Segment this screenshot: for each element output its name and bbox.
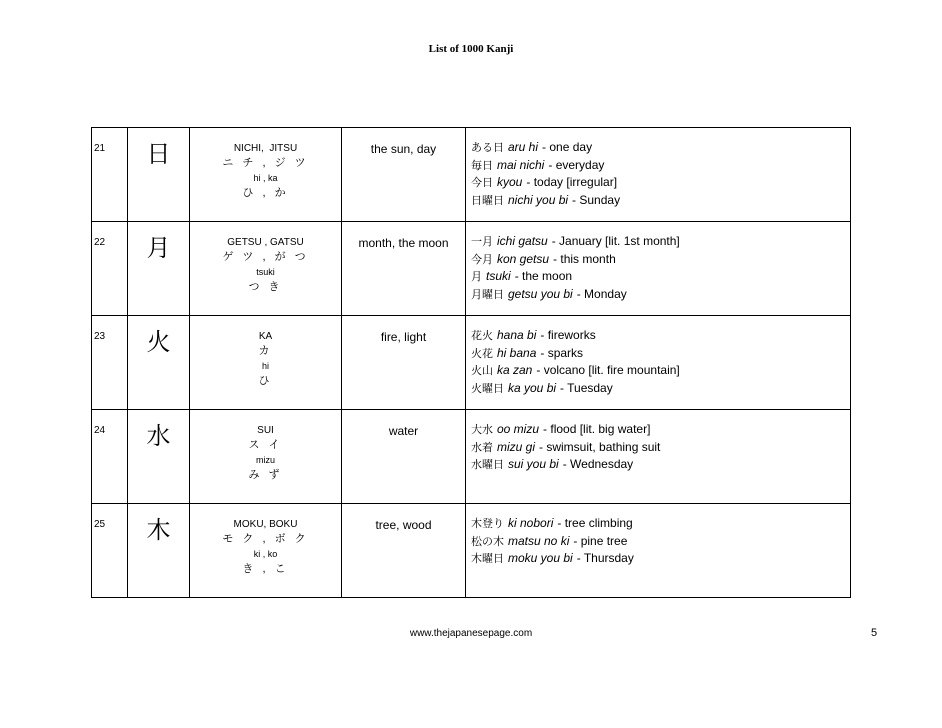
example-japanese: 火曜日 bbox=[471, 381, 504, 395]
example-item bbox=[471, 251, 850, 269]
examples-cell bbox=[466, 128, 851, 222]
kanji-table-body bbox=[92, 128, 851, 598]
kanji-character: 水 bbox=[128, 410, 190, 504]
on-reading: NICHI, JITSU bbox=[233, 143, 298, 154]
example-item bbox=[471, 439, 850, 457]
example-item bbox=[471, 550, 850, 568]
footer-url: www.thejapanesepage.com bbox=[409, 628, 533, 639]
example-japanese: 水着 bbox=[471, 440, 493, 454]
kanji-table bbox=[91, 127, 851, 598]
example-romaji: ichi gatsu bbox=[497, 234, 548, 248]
example-romaji: getsu you bi bbox=[508, 286, 573, 301]
on-reading-kana: ニ チ , ジ ツ bbox=[222, 157, 309, 169]
example-gloss: - volcano [lit. fire mountain] bbox=[536, 363, 680, 377]
example-item bbox=[471, 157, 850, 175]
example-item bbox=[471, 362, 850, 380]
example-gloss: - this month bbox=[553, 251, 616, 266]
readings-cell bbox=[190, 222, 342, 316]
example-romaji: ka you bi bbox=[508, 380, 557, 395]
example-item bbox=[471, 456, 850, 474]
example-romaji: kon getsu bbox=[497, 251, 550, 266]
example-item bbox=[471, 327, 850, 345]
example-gloss: - January [lit. 1st month] bbox=[551, 234, 680, 248]
example-item bbox=[471, 268, 850, 286]
readings-cell bbox=[190, 316, 342, 410]
on-reading-kana: ス イ bbox=[248, 439, 283, 451]
example-item bbox=[471, 345, 850, 363]
on-reading: MOKU, BOKU bbox=[233, 519, 298, 530]
example-item bbox=[471, 380, 850, 398]
meaning-cell: month, the moon bbox=[342, 222, 466, 316]
kun-reading-kana: ひ bbox=[258, 375, 273, 387]
on-reading-kana: モ ク , ボ ク bbox=[222, 533, 309, 545]
example-item bbox=[471, 515, 850, 533]
row-number: 25 bbox=[92, 504, 128, 598]
readings-cell bbox=[190, 504, 342, 598]
page-title: List of 1000 Kanji bbox=[428, 43, 514, 55]
example-japanese: 月 bbox=[471, 270, 482, 283]
example-japanese: 花火 bbox=[471, 329, 493, 342]
example-item bbox=[471, 233, 850, 251]
example-romaji: oo mizu bbox=[497, 422, 540, 436]
example-gloss: - sparks bbox=[540, 345, 584, 360]
kun-reading: hi , ka bbox=[253, 173, 278, 183]
example-gloss: - Monday bbox=[576, 286, 627, 301]
example-romaji: matsu no ki bbox=[508, 533, 570, 548]
example-romaji: hi bana bbox=[497, 345, 537, 360]
example-romaji: kyou bbox=[497, 175, 523, 189]
example-japanese: 今日 bbox=[471, 176, 493, 189]
kanji-character: 火 bbox=[128, 316, 190, 410]
example-gloss: - one day bbox=[542, 140, 593, 154]
example-romaji: mizu gi bbox=[497, 439, 536, 454]
example-romaji: ki nobori bbox=[508, 516, 554, 530]
table-row bbox=[92, 128, 851, 222]
example-japanese: 一月 bbox=[471, 235, 493, 248]
example-item bbox=[471, 533, 850, 551]
row-number: 24 bbox=[92, 410, 128, 504]
example-item bbox=[471, 286, 850, 304]
example-gloss: - pine tree bbox=[573, 533, 628, 548]
example-gloss: - the moon bbox=[514, 269, 573, 283]
example-japanese: 松の木 bbox=[471, 534, 504, 548]
example-romaji: sui you bi bbox=[508, 457, 559, 471]
table-row bbox=[92, 316, 851, 410]
example-japanese: 火花 bbox=[471, 346, 493, 360]
example-japanese: 月曜日 bbox=[471, 287, 504, 301]
kun-reading-kana: ひ , か bbox=[242, 187, 289, 199]
meaning-cell: tree, wood bbox=[342, 504, 466, 598]
example-gloss: - tree climbing bbox=[557, 516, 633, 530]
kun-reading-kana: み ず bbox=[248, 469, 283, 481]
example-romaji: moku you bi bbox=[508, 551, 573, 565]
table-row bbox=[92, 410, 851, 504]
example-japanese: 日曜日 bbox=[471, 193, 504, 207]
example-romaji: hana bi bbox=[497, 328, 537, 342]
table-row bbox=[92, 504, 851, 598]
kun-reading: hi bbox=[261, 361, 269, 371]
on-reading-kana: カ bbox=[258, 345, 273, 357]
example-romaji: mai nichi bbox=[497, 157, 545, 172]
examples-cell bbox=[466, 316, 851, 410]
example-romaji: nichi you bi bbox=[508, 192, 569, 207]
examples-cell bbox=[466, 504, 851, 598]
example-romaji: ka zan bbox=[497, 363, 533, 377]
example-japanese: 今月 bbox=[471, 252, 493, 266]
table-row bbox=[92, 222, 851, 316]
example-gloss: - flood [lit. big water] bbox=[543, 422, 651, 436]
example-item bbox=[471, 174, 850, 192]
example-gloss: - fireworks bbox=[540, 328, 596, 342]
kanji-character: 日 bbox=[128, 128, 190, 222]
kun-reading: ki , ko bbox=[253, 549, 278, 559]
example-japanese: 水曜日 bbox=[471, 458, 504, 471]
examples-cell bbox=[466, 410, 851, 504]
example-romaji: aru hi bbox=[508, 140, 539, 154]
example-japanese: 火山 bbox=[471, 364, 493, 377]
row-number: 21 bbox=[92, 128, 128, 222]
example-gloss: - Tuesday bbox=[560, 380, 613, 395]
on-reading: KA bbox=[258, 331, 273, 342]
kanji-character: 月 bbox=[128, 222, 190, 316]
example-item bbox=[471, 139, 850, 157]
example-japanese: 大水 bbox=[471, 423, 493, 436]
kanji-character: 木 bbox=[128, 504, 190, 598]
on-reading-kana: ゲ ツ , が つ bbox=[222, 251, 309, 263]
example-japanese: ある日 bbox=[471, 141, 504, 154]
meaning-cell: the sun, day bbox=[342, 128, 466, 222]
example-japanese: 木曜日 bbox=[471, 552, 504, 565]
example-gloss: - Sunday bbox=[572, 192, 621, 207]
row-number: 23 bbox=[92, 316, 128, 410]
example-item bbox=[471, 192, 850, 210]
examples-cell bbox=[466, 222, 851, 316]
meaning-cell: fire, light bbox=[342, 316, 466, 410]
kun-reading: mizu bbox=[255, 455, 275, 465]
page-number: 5 bbox=[871, 627, 878, 639]
readings-cell bbox=[190, 128, 342, 222]
example-gloss: - Thursday bbox=[576, 551, 634, 565]
example-gloss: - Wednesday bbox=[562, 457, 634, 471]
on-reading: SUI bbox=[257, 425, 274, 436]
row-number: 22 bbox=[92, 222, 128, 316]
kun-reading-kana: き , こ bbox=[242, 563, 289, 575]
example-gloss: - today [irregular] bbox=[526, 175, 618, 189]
meaning-cell: water bbox=[342, 410, 466, 504]
example-gloss: - everyday bbox=[548, 157, 605, 172]
example-japanese: 毎日 bbox=[471, 158, 493, 172]
kun-reading: tsuki bbox=[256, 267, 275, 277]
example-romaji: tsuki bbox=[486, 269, 511, 283]
readings-cell bbox=[190, 410, 342, 504]
on-reading: GETSU , GATSU bbox=[227, 237, 304, 248]
kun-reading-kana: つ き bbox=[248, 281, 283, 293]
example-item bbox=[471, 421, 850, 439]
example-gloss: - swimsuit, bathing suit bbox=[539, 439, 661, 454]
example-japanese: 木登り bbox=[471, 517, 504, 530]
